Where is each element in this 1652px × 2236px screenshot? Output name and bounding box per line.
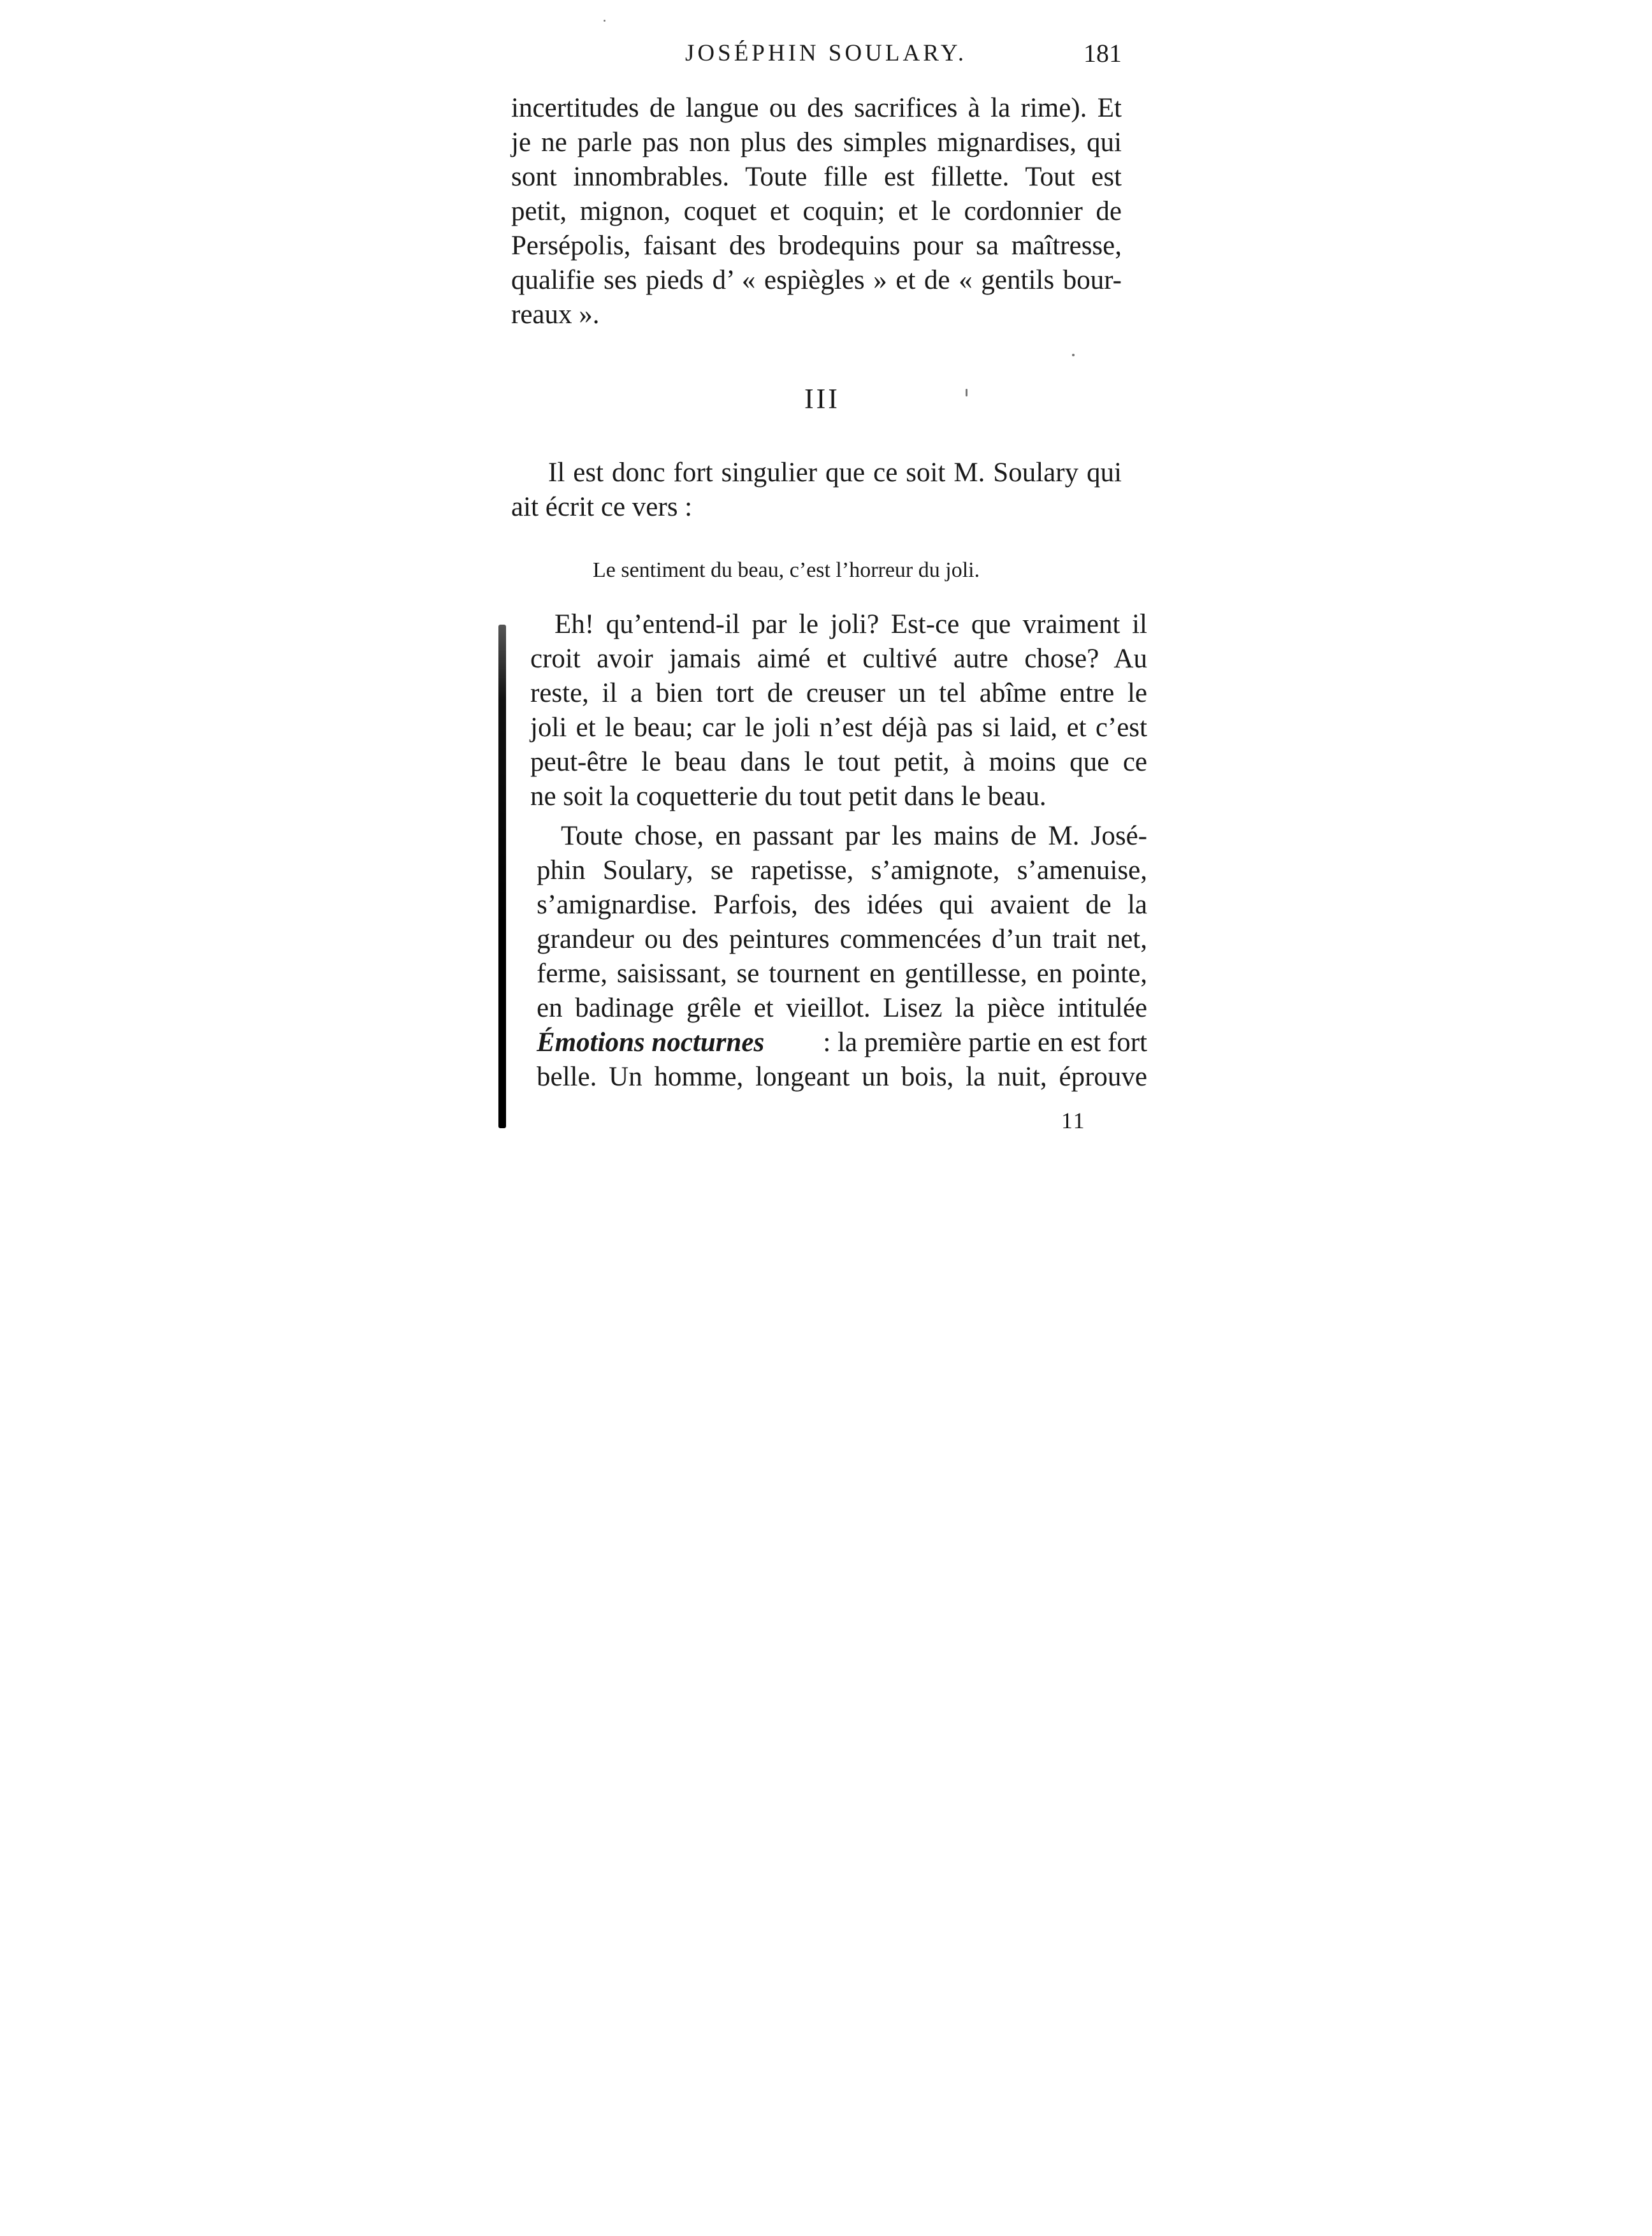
text-line: reste, il a bien tort de creuser un tel abîme entre le: [530, 678, 1147, 708]
text-line: Eh! qu’entend-il par le joli? Est-ce que vraiment il: [554, 609, 1147, 639]
signature-mark: 11: [1061, 1108, 1086, 1133]
running-title: JOSÉPHIN SOULARY.: [685, 40, 967, 66]
text-line: grandeur ou des peintures commencées d’un trait net,: [537, 924, 1147, 954]
text-line: Il est donc fort singulier que ce soit M. Soulary qui: [548, 458, 1122, 488]
scan-speck: [966, 389, 967, 396]
text-line: ne soit la coquetterie du tout petit dans le beau.: [530, 781, 1047, 811]
text-line: sont innombrables. Toute fille est fillette. Tout est: [511, 162, 1122, 192]
text-line: joli et le beau; car le joli n’est déjà pas si laid, et c’est: [530, 713, 1147, 743]
text-line: ferme, saisissant, se tournent en gentillesse, en pointe,: [537, 959, 1147, 989]
text-line: peut-être le beau dans le tout petit, à moins que ce: [530, 747, 1147, 777]
text-line: je ne parle pas non plus des simples mignardises, qui: [511, 127, 1122, 157]
text-line: [537, 1029, 1147, 1056]
text-line: Toute chose, en passant par les mains de M. José-: [561, 821, 1147, 851]
text-line: Persépolis, faisant des brodequins pour sa maîtresse,: [511, 231, 1122, 261]
text-line: petit, mignon, coquet et coquin; et le cordonnier de: [511, 196, 1122, 226]
margin-scan-bar: [498, 625, 506, 1128]
scan-speck: [1072, 354, 1075, 356]
text-line: croit avoir jamais aimé et cultivé autre chose? Au: [530, 644, 1147, 674]
italic-title: Émotions nocturnes: [537, 1027, 765, 1057]
text-line: ait écrit ce vers :: [511, 492, 693, 522]
text-line: reaux ».: [511, 300, 600, 330]
text-line: en badinage grêle et vieillot. Lisez la pièce intitulée: [537, 993, 1147, 1023]
verse-quotation: Le sentiment du beau, c’est l’horreur du joli.: [593, 558, 980, 582]
page-number: 181: [1083, 39, 1122, 68]
text-line: phin Soulary, se rapetisse, s’amignote, s’amenuise,: [537, 855, 1147, 885]
text-line: belle. Un homme, longeant un bois, la nuit, éprouve: [537, 1062, 1147, 1092]
section-heading: III: [804, 383, 840, 414]
text-line-rest: : la première partie en est fort: [823, 1027, 1147, 1057]
text-line: incertitudes de langue ou des sacrifices à la rime). Et: [511, 93, 1122, 123]
scan-speck: [604, 20, 605, 22]
text-line: qualifie ses pieds d’ « espiègles » et de « gentils bour-: [511, 265, 1122, 295]
text-line: s’amignardise. Parfois, des idées qui avaient de la: [537, 890, 1147, 920]
